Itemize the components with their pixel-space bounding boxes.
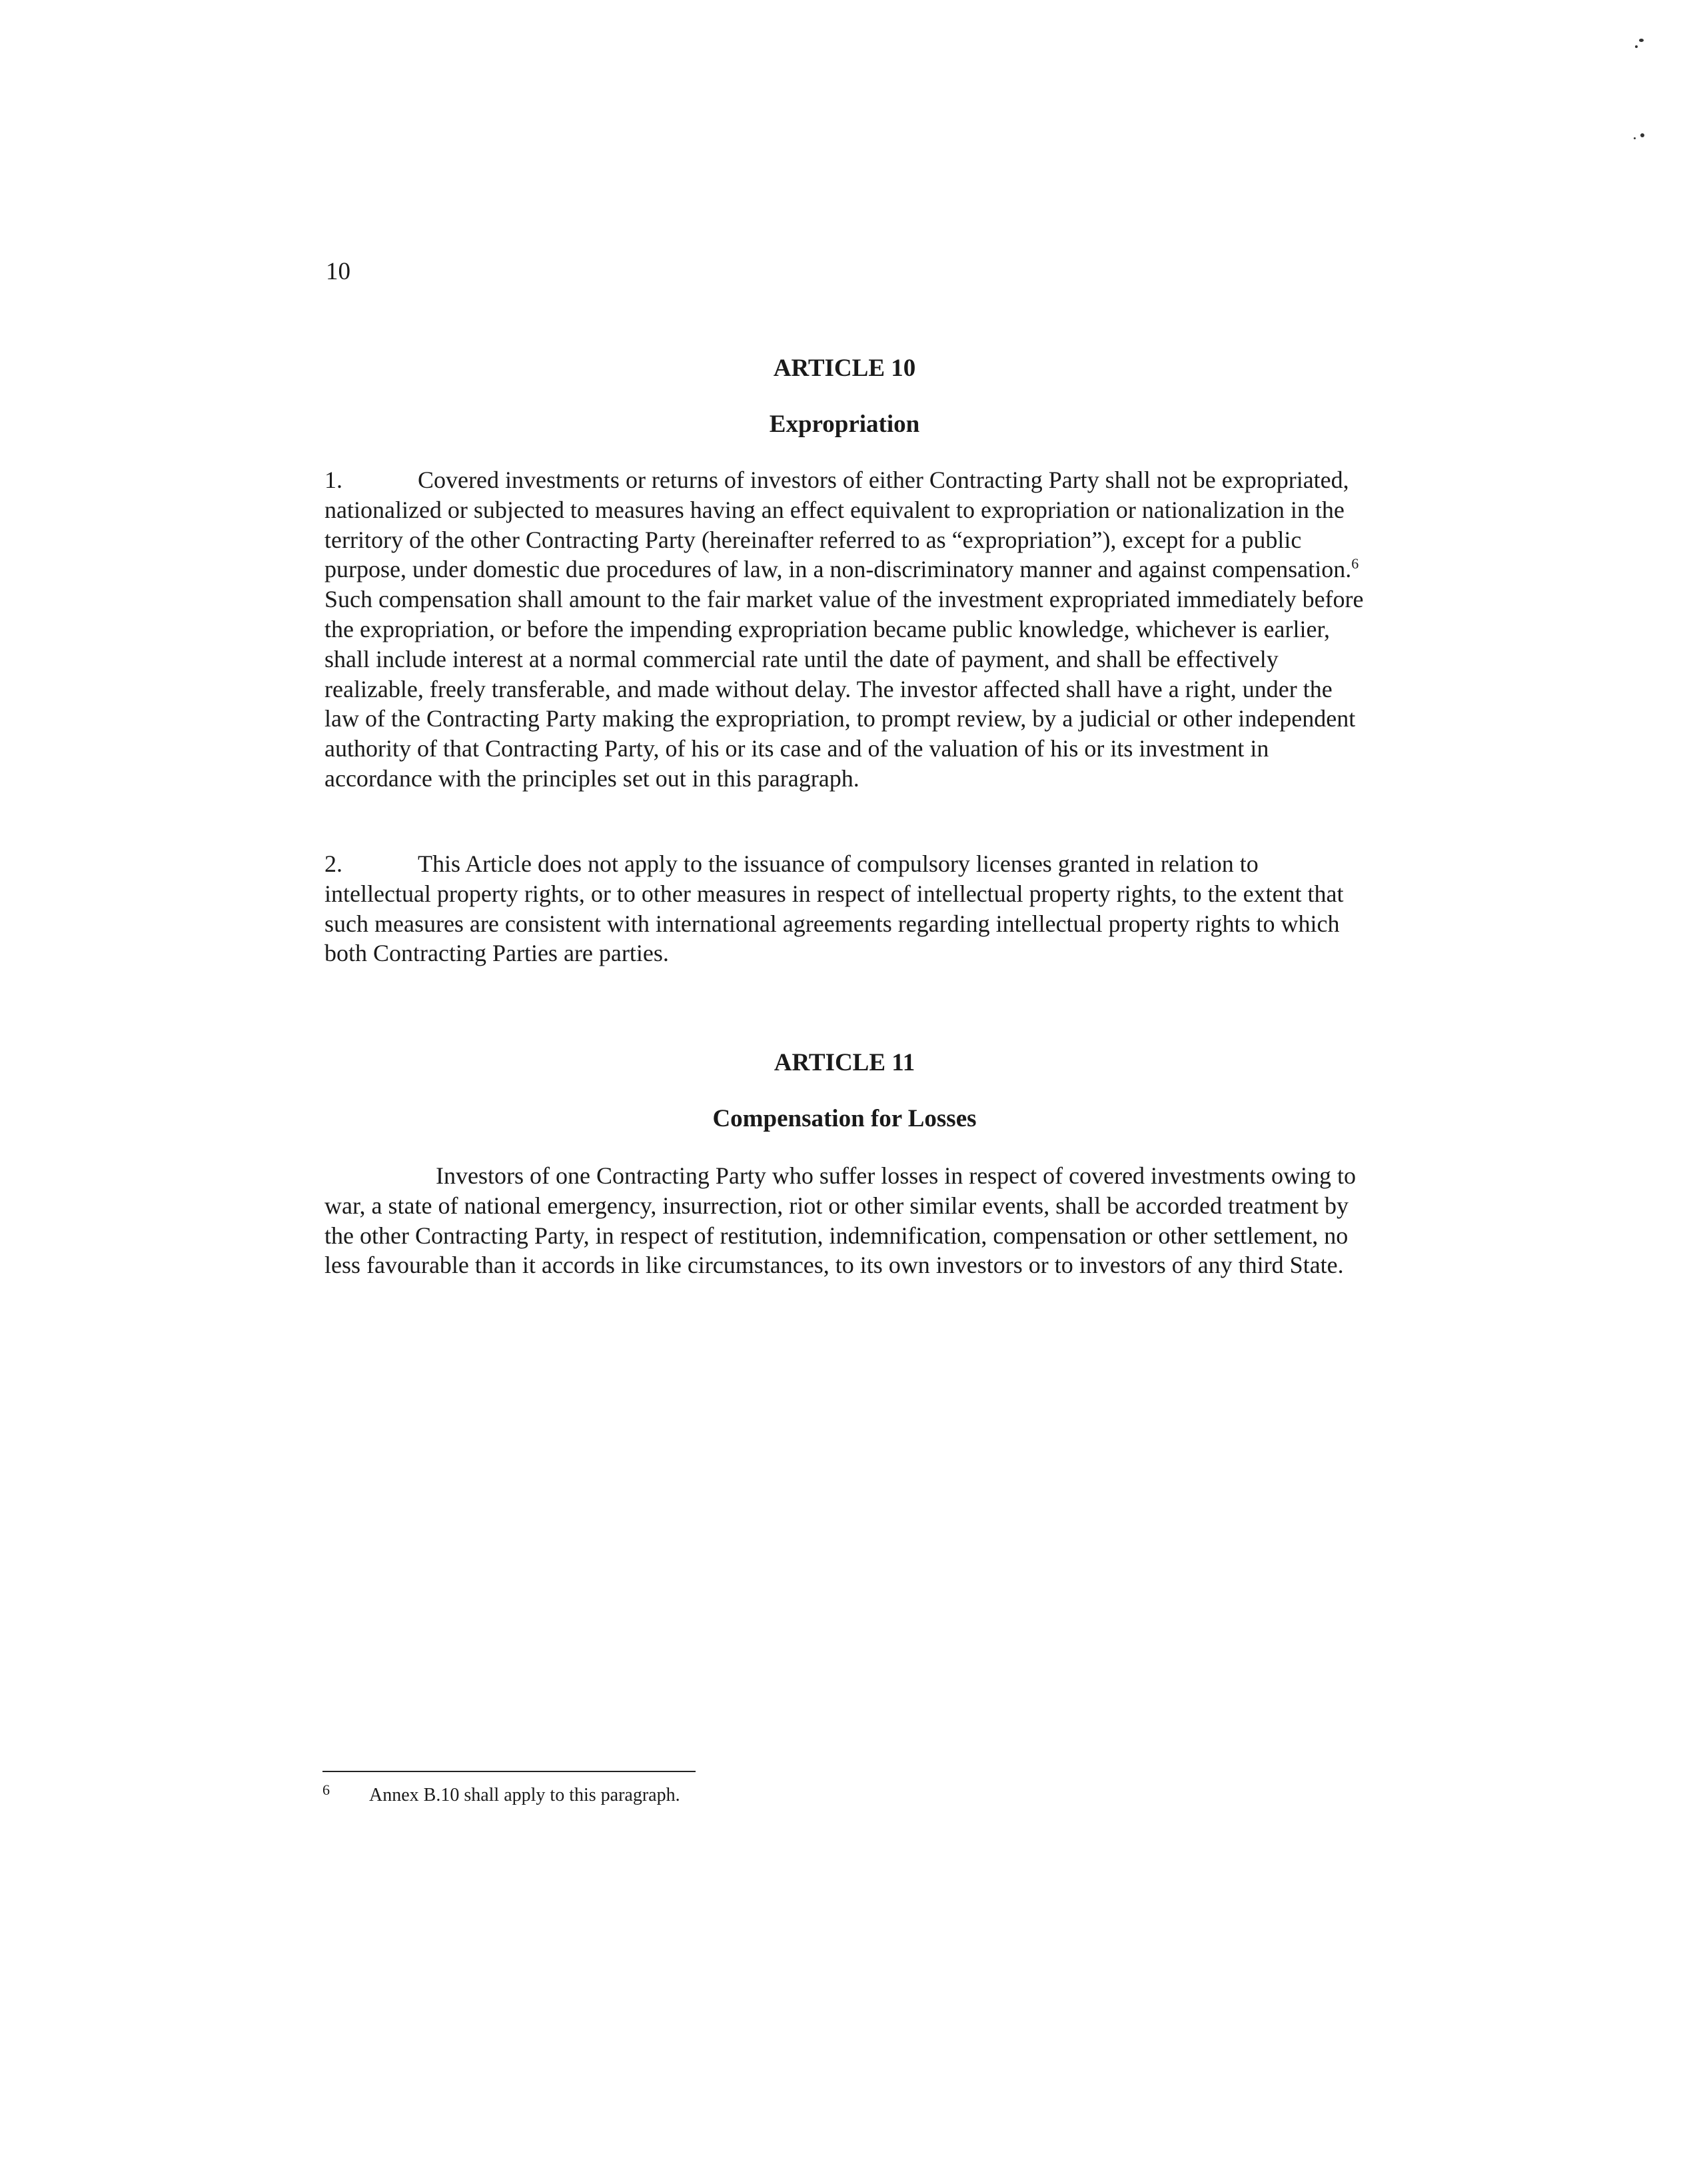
scan-speck: [1640, 133, 1644, 137]
article-10-title: Expropriation: [769, 411, 920, 438]
paragraph-number: 1.: [324, 467, 342, 493]
footnote-separator: [322, 1771, 696, 1772]
article-10-paragraph-2: [324, 849, 1364, 968]
scan-speck: [1634, 137, 1636, 139]
scan-speck: [1635, 45, 1638, 48]
article-11-heading: ARTICLE 11: [774, 1049, 915, 1076]
article-10-heading: ARTICLE 10: [773, 355, 916, 382]
paragraph-text: This Article does not apply to the issuance of compulsory licenses granted in relation to intellectual property rights, or to other measures in respect of intellectual property rights, to the extent that such measures are consistent with international agreements regarding intellectual property rights to which both Contracting Parties are parties.: [324, 850, 1344, 967]
paragraph-text: Covered investments or returns of investors of either Contracting Party shall not be expropriated, nationalized or subjected to measures having an effect equivalent to expropriation or nationalization in the territory of the other Contracting Party (hereinafter referred to as “expropriation”), except for a public purpose, under domestic due procedures of law, in a non-discriminatory manner and against compensation.: [324, 467, 1352, 583]
paragraph-text: Such compensation shall amount to the fair market value of the investment expropriated immediately before the expropriation, or before the impending expropriation became public knowledge, whichever is earlier, shall include interest at a normal commercial rate until the date of payment, and shall be effectively realizable, freely transferable, and made without delay. The investor affected shall have a right, under the law of the Contracting Party making the expropriation, to prompt review, by a judicial or other independent authority of that Contracting Party, of his or its case and of the valuation of his or its investment in accordance with the principles set out in this paragraph.: [324, 586, 1364, 792]
paragraph-number: 2.: [324, 850, 342, 877]
article-10-paragraph-1: [324, 465, 1364, 794]
footnote-text: Annex B.10 shall apply to this paragraph.: [369, 1785, 680, 1805]
scan-speck: [1639, 39, 1644, 42]
article-11-paragraph: Investors of one Contracting Party who suffer losses in respect of covered investments owing to war, a state of national emergency, insurrection, riot or other similar events, shall be accorded treatment by the other Contracting Party, in respect of restitution, indemnification, compensation or other settlement, no less favourable than it accords in like circumstances, to its own investors or to investors of any third State.: [324, 1162, 1357, 1279]
footnote-reference: 6: [1351, 555, 1359, 572]
footnote-mark: 6: [322, 1781, 330, 1798]
article-11-title: Compensation for Losses: [712, 1105, 977, 1132]
page-number: 10: [326, 258, 350, 285]
